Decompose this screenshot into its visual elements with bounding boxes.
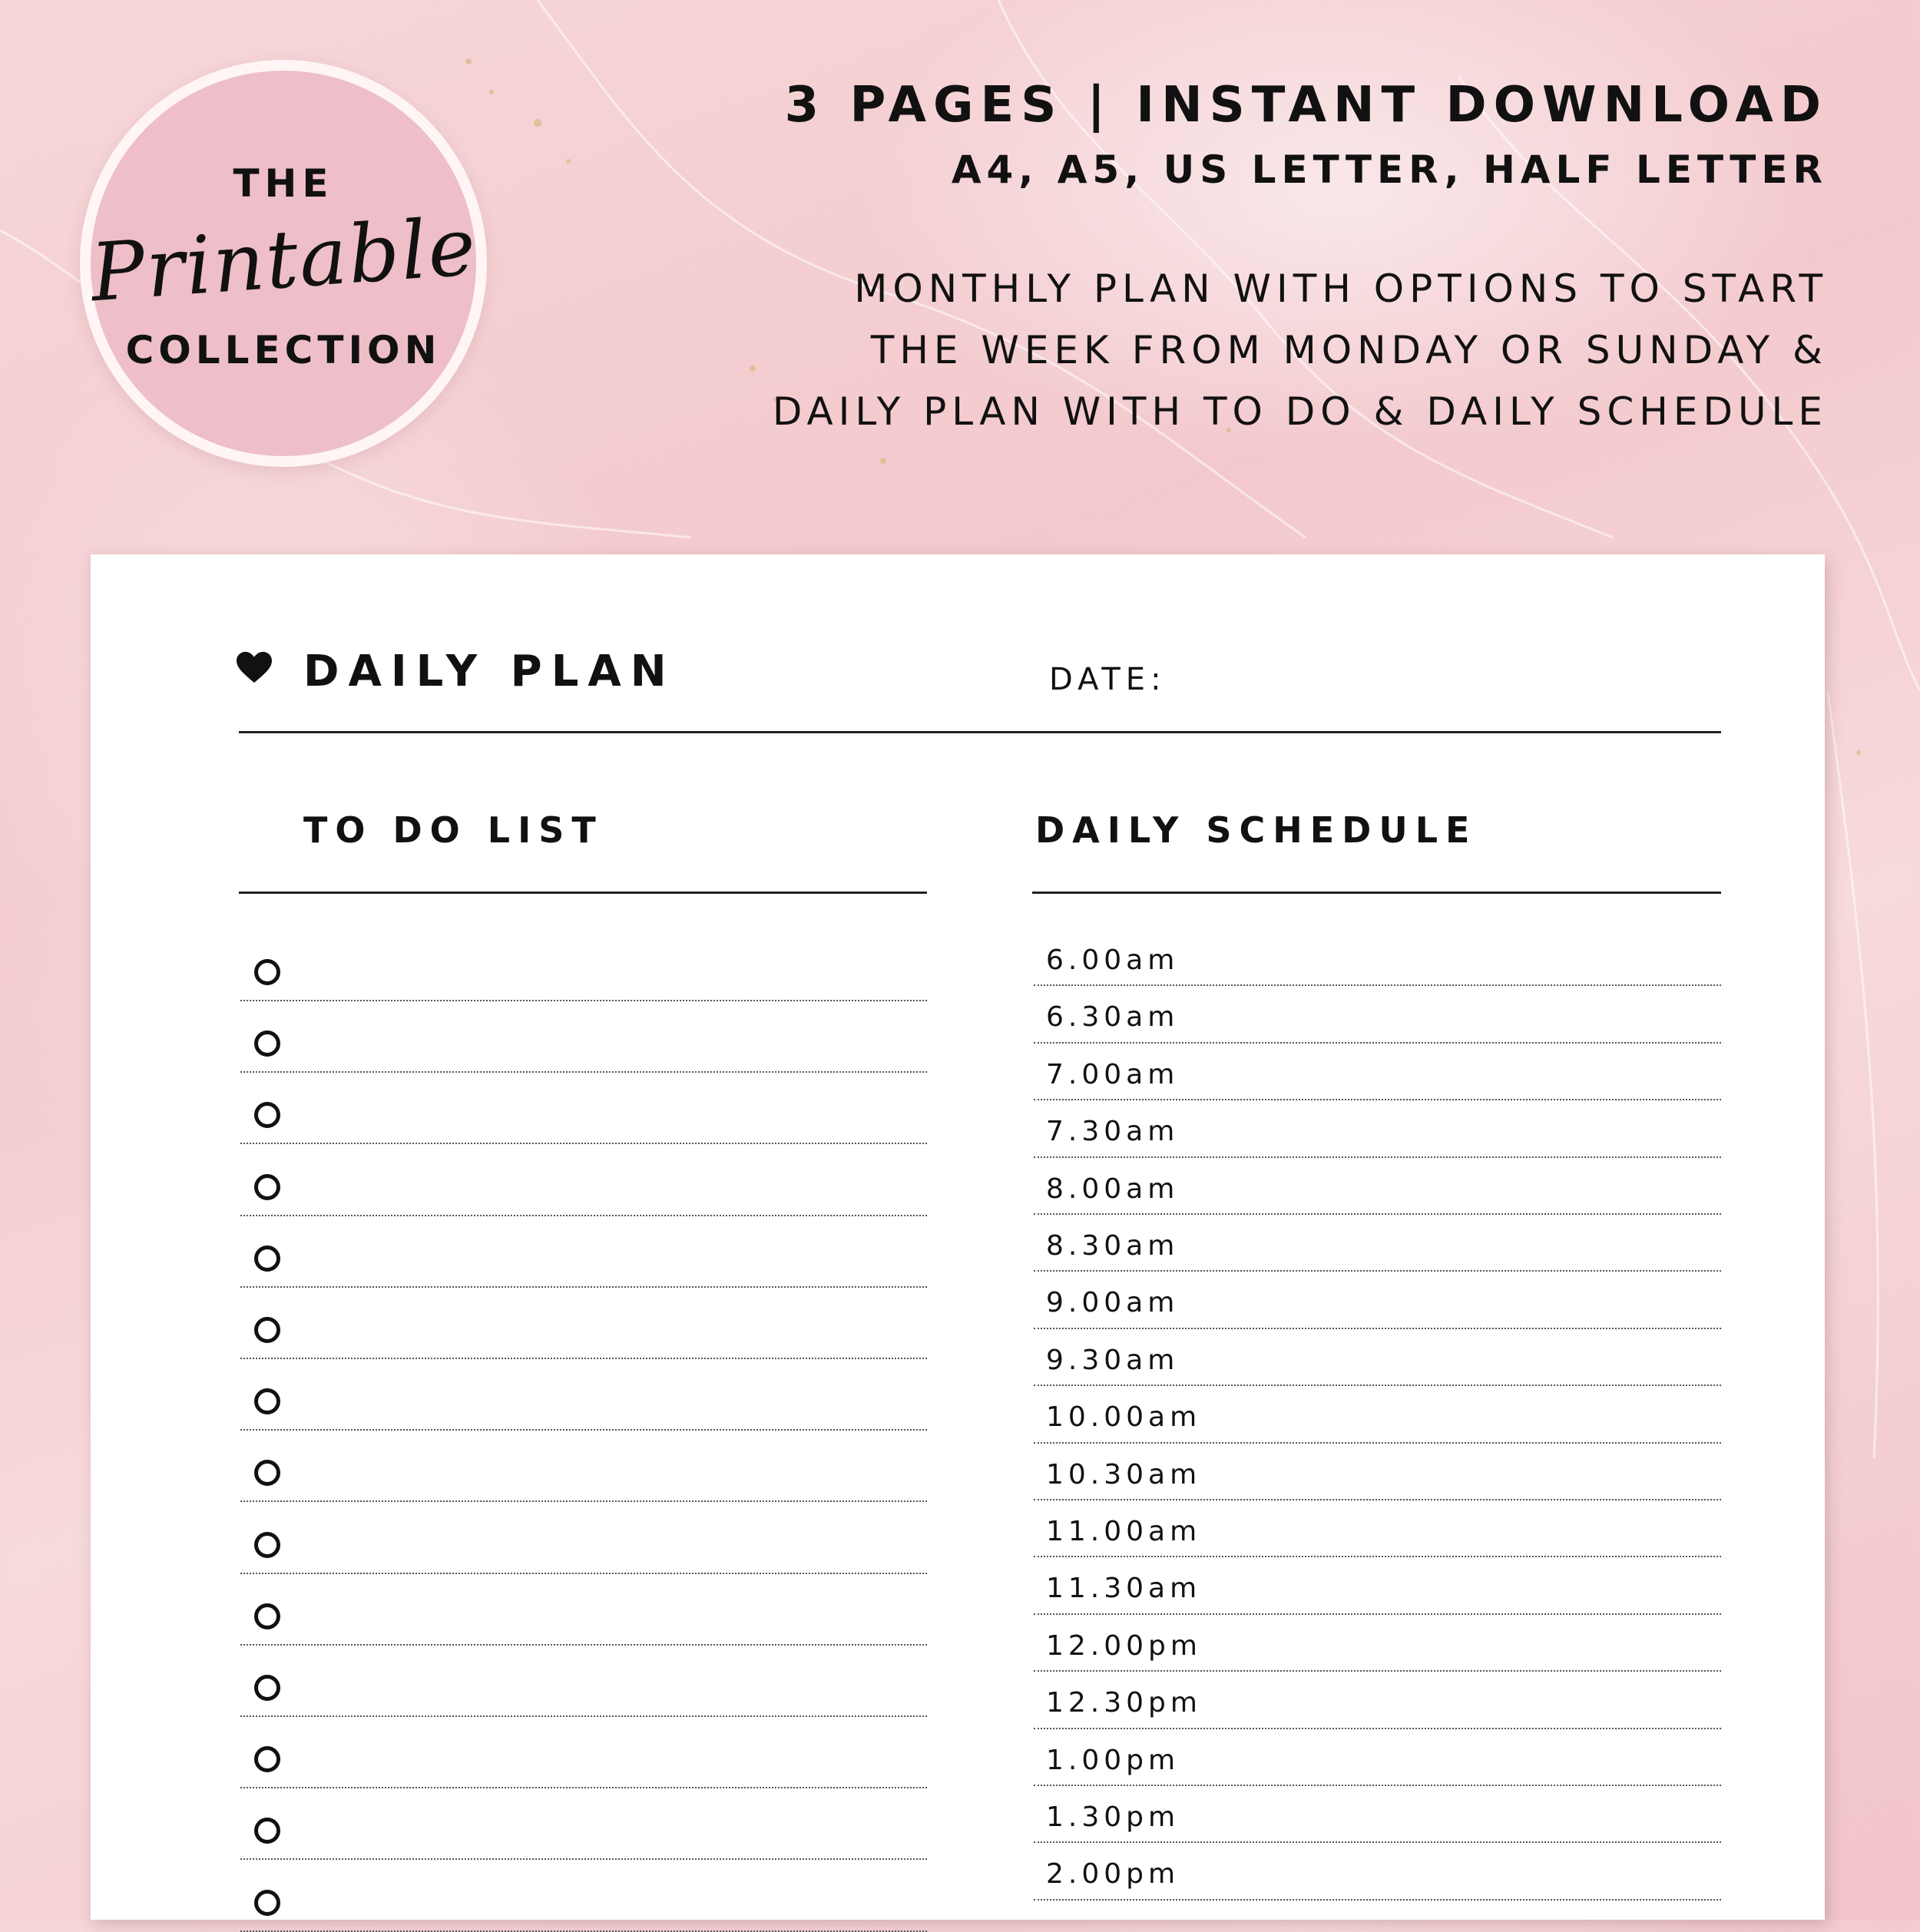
circle-checkbox-icon[interactable] (254, 1317, 280, 1343)
todo-item[interactable] (240, 1646, 927, 1717)
schedule-slot[interactable] (1034, 1444, 1721, 1500)
schedule-slot[interactable] (1034, 1672, 1721, 1729)
schedule-slot[interactable] (1034, 1158, 1721, 1215)
badge-script-text: Printable (88, 199, 480, 320)
todo-item[interactable] (240, 1503, 927, 1574)
schedule-time: 8.30am (1046, 1230, 1180, 1262)
todo-item[interactable] (240, 1001, 927, 1073)
todo-item[interactable] (240, 1216, 927, 1288)
schedule-slot[interactable] (1034, 1329, 1721, 1386)
circle-checkbox-icon[interactable] (254, 1532, 280, 1558)
todo-item[interactable] (240, 1431, 927, 1502)
schedule-slot[interactable] (1034, 1386, 1721, 1443)
schedule-time: 1.00pm (1046, 1744, 1180, 1776)
daily-schedule-title: DAILY SCHEDULE (1035, 809, 1478, 851)
schedule-time: 12.00pm (1046, 1629, 1202, 1662)
schedule-time: 10.30am (1046, 1458, 1202, 1490)
page-title: DAILY PLAN (303, 647, 676, 696)
circle-checkbox-icon[interactable] (254, 1246, 280, 1272)
badge-the-text: THE (233, 161, 334, 206)
schedule-time: 6.30am (1046, 1001, 1180, 1034)
todo-list-title: TO DO LIST (303, 809, 604, 851)
schedule-time: 11.00am (1046, 1516, 1202, 1547)
schedule-time: 10.00am (1046, 1401, 1202, 1434)
schedule-slot[interactable] (1034, 1272, 1721, 1328)
schedule-slot[interactable] (1034, 1557, 1721, 1614)
schedule-time: 8.00am (1046, 1173, 1180, 1205)
circle-checkbox-icon[interactable] (254, 1746, 280, 1772)
circle-checkbox-icon[interactable] (254, 1460, 280, 1486)
planner-sheet (91, 554, 1825, 1920)
schedule-slot[interactable] (1034, 929, 1721, 986)
circle-checkbox-icon[interactable] (254, 1102, 280, 1128)
circle-checkbox-icon[interactable] (254, 1174, 280, 1200)
schedule-time: 6.00am (1046, 944, 1180, 976)
todo-item[interactable] (240, 1717, 927, 1788)
date-label: DATE: (1049, 662, 1167, 697)
headline: 3 PAGES | INSTANT DOWNLOAD (784, 77, 1828, 134)
description-line-1: MONTHLY PLAN WITH OPTIONS TO START (854, 266, 1828, 311)
schedule-slot[interactable] (1034, 1500, 1721, 1557)
circle-checkbox-icon[interactable] (254, 959, 280, 985)
todo-item[interactable] (240, 1073, 927, 1144)
todo-divider (239, 892, 927, 894)
schedule-time: 7.30am (1046, 1116, 1180, 1148)
todo-item[interactable] (240, 1574, 927, 1646)
todo-item[interactable] (240, 1788, 927, 1860)
schedule-slot[interactable] (1034, 1215, 1721, 1272)
schedule-time: 1.30pm (1046, 1801, 1180, 1833)
schedule-time: 9.30am (1046, 1344, 1180, 1376)
badge-collection-text: COLLECTION (125, 328, 442, 372)
description-line-3: DAILY PLAN WITH TO DO & DAILY SCHEDULE (772, 389, 1828, 434)
schedule-slot[interactable] (1034, 1786, 1721, 1843)
title-divider (239, 731, 1721, 733)
circle-checkbox-icon[interactable] (254, 1388, 280, 1414)
heart-icon (237, 650, 272, 686)
schedule-slot[interactable] (1034, 1044, 1721, 1100)
schedule-time: 11.30am (1046, 1573, 1202, 1605)
schedule-time: 9.00am (1046, 1287, 1180, 1319)
todo-item[interactable] (240, 930, 927, 1001)
description-line-2: THE WEEK FROM MONDAY OR SUNDAY & (870, 328, 1828, 372)
schedule-slot[interactable] (1034, 986, 1721, 1043)
paper-sizes: A4, A5, US LETTER, HALF LETTER (951, 147, 1828, 192)
schedule-time: 2.00pm (1046, 1858, 1180, 1891)
schedule-time: 7.00am (1046, 1058, 1180, 1090)
circle-checkbox-icon[interactable] (254, 1603, 280, 1629)
todo-item[interactable] (240, 1288, 927, 1359)
circle-checkbox-icon[interactable] (254, 1818, 280, 1844)
schedule-divider (1032, 892, 1721, 894)
schedule-slot[interactable] (1034, 1615, 1721, 1672)
todo-item[interactable] (240, 1861, 927, 1932)
brand-badge (80, 60, 487, 467)
circle-checkbox-icon[interactable] (254, 1031, 280, 1057)
schedule-time: 12.30pm (1046, 1687, 1202, 1719)
todo-item[interactable] (240, 1145, 927, 1216)
schedule-slot[interactable] (1034, 1729, 1721, 1786)
circle-checkbox-icon[interactable] (254, 1675, 280, 1701)
schedule-slot[interactable] (1034, 1843, 1721, 1900)
schedule-slot[interactable] (1034, 1100, 1721, 1157)
todo-item[interactable] (240, 1359, 927, 1431)
circle-checkbox-icon[interactable] (254, 1890, 280, 1916)
